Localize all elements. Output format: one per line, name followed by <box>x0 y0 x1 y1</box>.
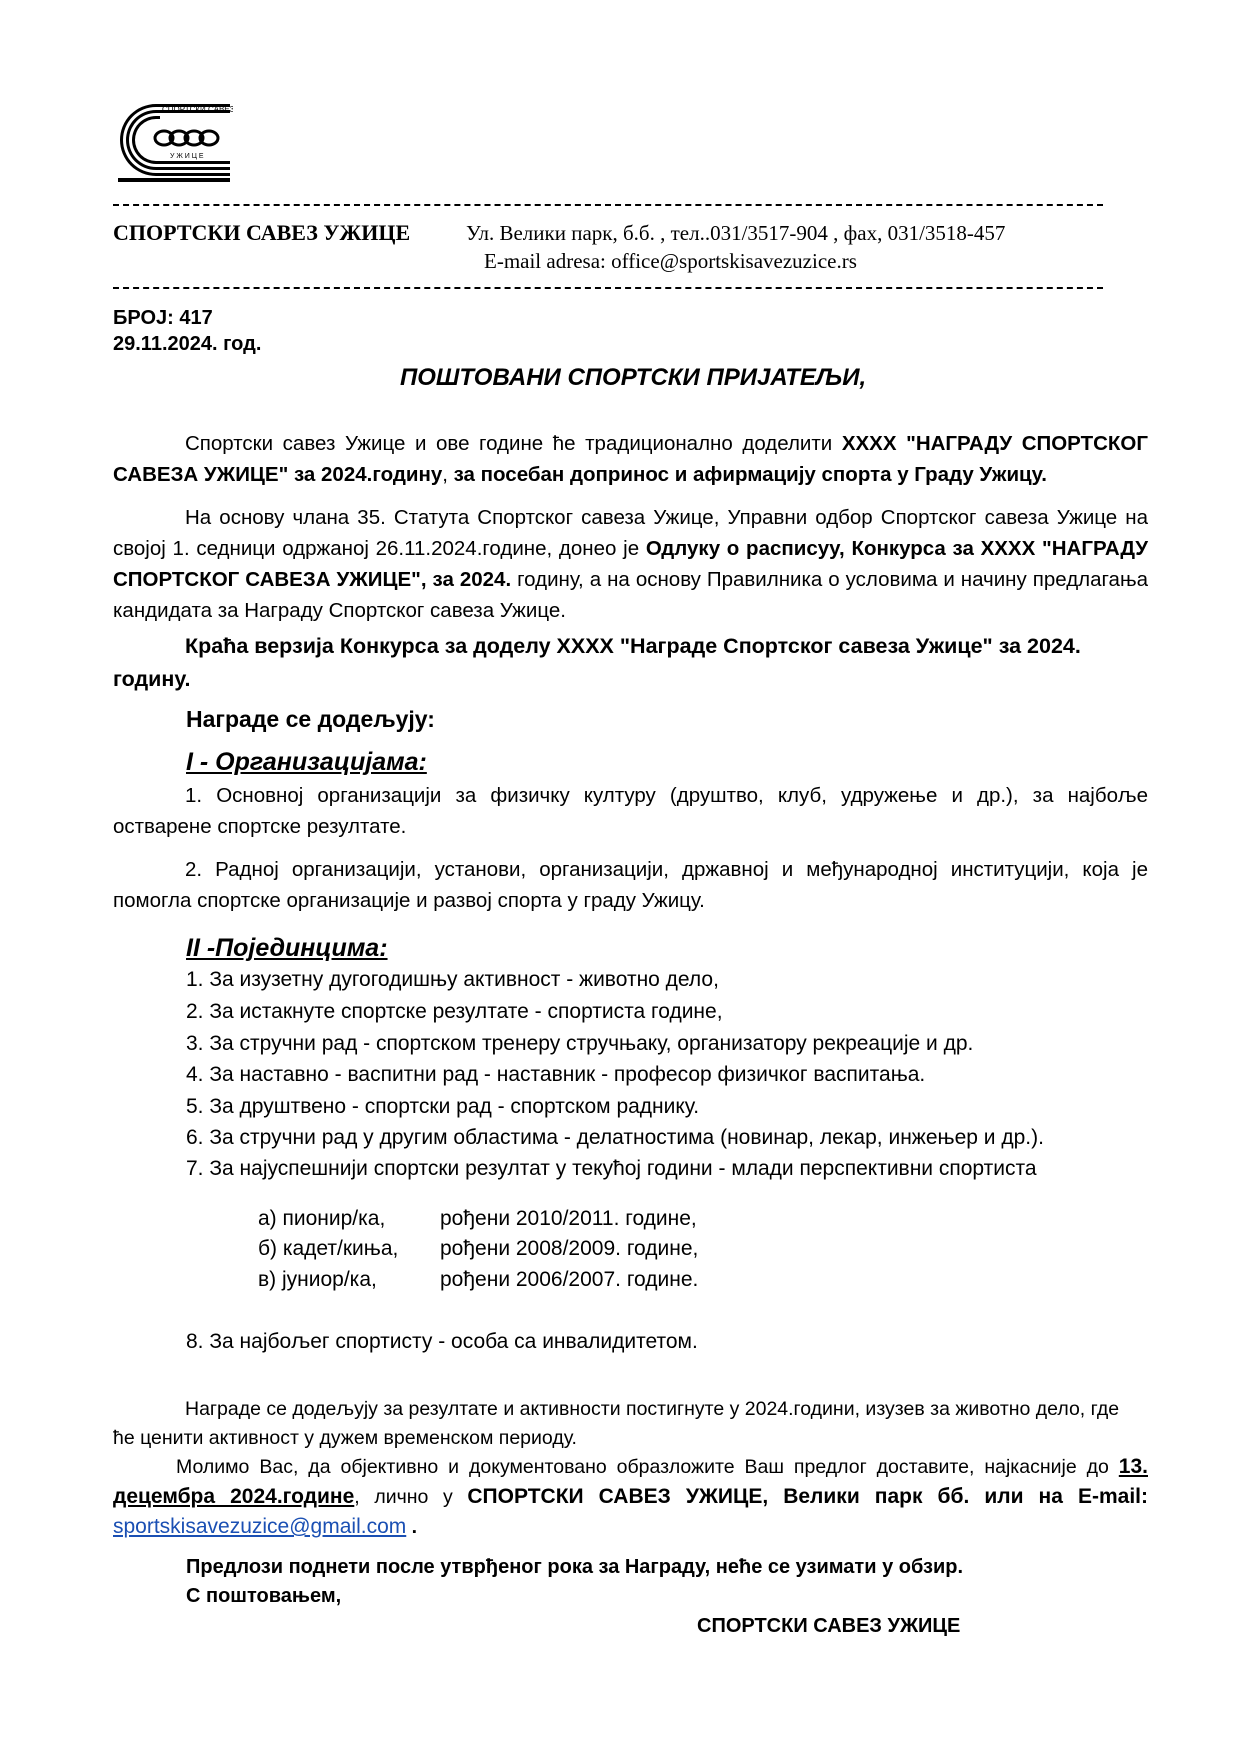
age-category-pioneer-label: а) пионир/ка, <box>258 1207 386 1230</box>
basis-paragraph <box>113 502 1148 626</box>
deadline-end: . <box>406 1516 418 1538</box>
section2-item-6: 6. За стручни рад у другим областима - делатностима (новинар, лекар, инжењер и др.). <box>186 1126 1044 1149</box>
section1-item-2: 2. Радној организацији, установи, организацији, државној и међународној институцији, која је помогла спортске организације и развој спорта у граду Ужицу. <box>113 858 1148 912</box>
page-title: ПОШТОВАНИ СПОРТСКИ ПРИЈАТЕЉИ, <box>400 364 867 391</box>
address-line: Ул. Велики парк, б.б. , тел..031/3517-904 , фах, 031/3518-457 <box>466 221 1006 245</box>
section2-item-8: 8. За најбољег спортисту - особа са инвалидитетом. <box>186 1330 698 1353</box>
age-category-cadet-value: рођени 2008/2009. године, <box>440 1237 699 1260</box>
age-category-cadet-label: б) кадет/киња, <box>258 1237 399 1260</box>
intro-paragraph <box>113 428 1148 490</box>
document-date: 29.11.2024. год. <box>113 333 262 355</box>
logo-bottom-text: У Ж И Ц Е <box>170 153 204 160</box>
basis-text-1: На основу члана 35. Статута Спортског савеза Ужице, Управни одбор Спортског савеза Ужице на својој 1. седници одржаној 26.11.2024.године, донео је <box>113 506 1148 560</box>
section2-item-2: 2. За истакнуте спортске резултате - спортиста године, <box>186 1000 723 1023</box>
basis-text-2: годину, а на основу Правилника о условима и начину предлагања кандидата за Награду Спортског савеза Ужице. <box>113 568 1149 622</box>
section-organizations-heading: I - Организацијама: <box>186 748 427 776</box>
age-category-pioneer-value: рођени 2010/2011. године, <box>440 1207 697 1230</box>
deadline-text-2: , лично у <box>354 1486 468 1508</box>
basis-decision: Одлуку о расписуу, Конкурса за XXXX "НАГРАДУ СПОРТСКОГ САВЕЗА УЖИЦЕ", за 2024. <box>113 537 1148 591</box>
intro-text-2: , <box>442 463 454 486</box>
deadline-text-1: Молимо Вас, да објективно и документовано образложите Ваш предлог доставите, најкасније до <box>176 1456 1119 1478</box>
org-name: СПОРТСКИ САВЕЗ УЖИЦЕ <box>113 220 411 245</box>
short-version-heading: Краћа верзија Конкурса за доделу XXXX "Награде Спортског савеза Ужице" за 2024. годину. <box>113 634 1081 691</box>
section2-item-7: 7. За најуспешнији спортски резултат у текућој години - млади перспективни спортиста <box>186 1157 1037 1180</box>
age-category-junior-label: в) јуниор/ка, <box>258 1268 377 1291</box>
section2-item-3: 3. За стручни рад - спортском тренеру стручњаку, организатору рекреације и др. <box>186 1032 974 1055</box>
section-individuals-heading: II -Појединцима: <box>186 934 388 962</box>
document-number: БРОЈ: 417 <box>113 307 213 329</box>
deadline-date: 13. децембра 2024.године <box>113 1455 1148 1508</box>
section2-item-4: 4. За наставно - васпитни рад - наставник - професор физичког васпитања. <box>186 1063 926 1086</box>
logo <box>118 98 233 184</box>
logo-mark <box>118 98 233 184</box>
contact-email-link[interactable]: sportskisavezuzice@gmail.com <box>113 1515 407 1538</box>
deadline-place: СПОРТСКИ САВЕЗ УЖИЦЕ, Велики парк бб. или на E-mail: <box>467 1485 1148 1508</box>
regards: С поштовањем, <box>186 1585 342 1607</box>
logo-top-text: СПОРТСКИ САВЕЗ <box>162 105 233 114</box>
age-category-junior-value: рођени 2006/2007. године. <box>440 1268 699 1291</box>
section1-item-1: 1. Основној организацији за физичку културу (друштво, клуб, удружење и др.), за најбоље остварене спортске резултате. <box>113 784 1148 838</box>
section2-item-5: 5. За друштвено - спортски рад - спортском раднику. <box>186 1095 700 1118</box>
intro-text-1: Спортски савез Ужице и ове године ће традиционално доделити <box>185 432 842 455</box>
note-paragraph: Награде се додељују за резултате и активности постигнуте у 2024.години, изузев за животно дело, где ће ценити активност у дужем временском периоду. <box>113 1398 1120 1449</box>
separator-bottom <box>113 287 1103 290</box>
signature: СПОРТСКИ САВЕЗ УЖИЦЕ <box>697 1615 961 1637</box>
email-line: E-mail adresa: office@sportskisavezuzice.rs <box>484 249 857 273</box>
intro-award-name: XXXX "НАГРАДУ СПОРТСКОГ САВЕЗА УЖИЦЕ" за 2024.годину <box>113 432 1148 486</box>
deadline-paragraph <box>113 1452 1148 1542</box>
late-submissions-warning: Предлози поднети после утврђеног рока за Награду, неће се узимати у обзир. <box>186 1556 964 1578</box>
separator-top <box>113 204 1103 207</box>
intro-purpose: за посебан допринос и афирмацију спорта у Граду Ужицу. <box>453 463 1047 486</box>
awards-heading: Награде се додељују: <box>186 706 435 732</box>
section2-item-1: 1. За изузетну дугогодишњу активност - животно дело, <box>186 968 719 991</box>
